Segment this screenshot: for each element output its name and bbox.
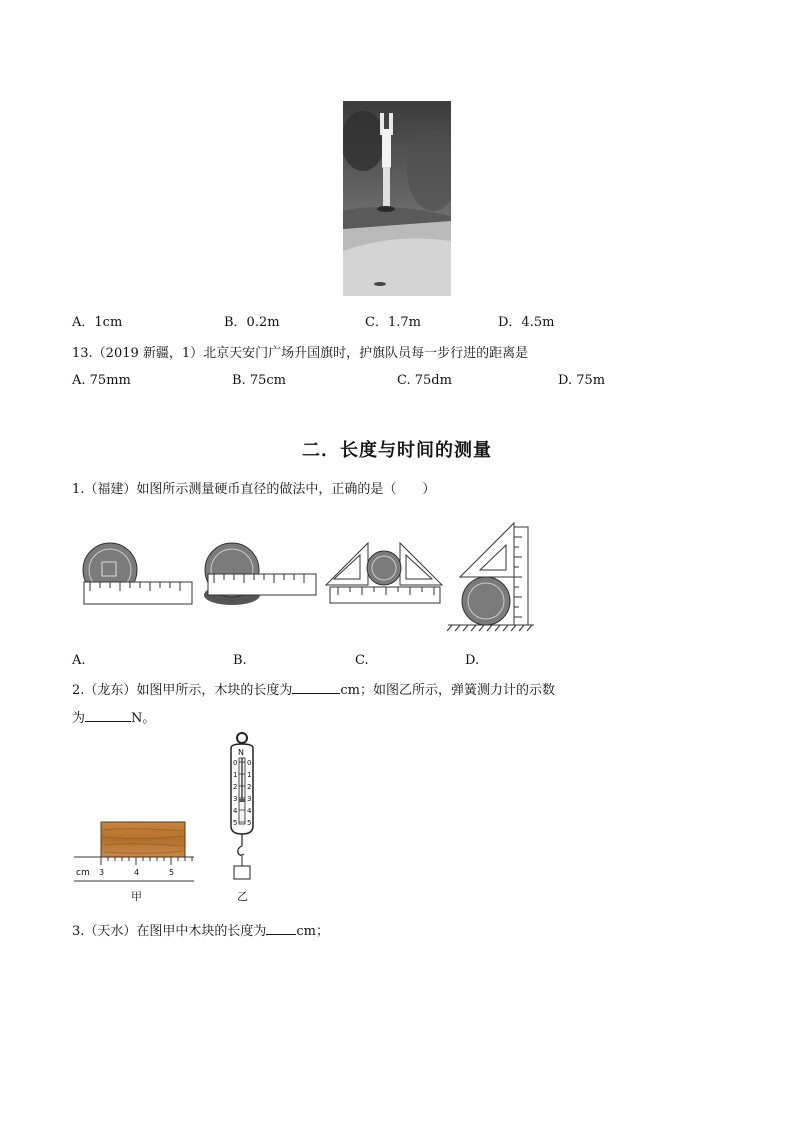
q12-option-b: B．0.2m (224, 315, 280, 330)
coin-measurement-figure (72, 515, 542, 640)
q12-option-d: D．4.5m (498, 315, 555, 330)
scale-right-label: 5 (247, 819, 252, 827)
q1-option-c: C. (355, 653, 369, 668)
scale-left-label: 1 (233, 771, 238, 779)
q13-option-d: D. 75m (558, 373, 606, 388)
ruler-tick-label: 5 (169, 868, 175, 877)
q12-option-a: A．1cm (72, 315, 123, 330)
scale-left-label: 2 (233, 783, 238, 791)
coin-figure-d (447, 523, 534, 631)
q13-stem: 13.（2019 新疆，1）北京天安门广场升国旗时，护旗队员每一步行进的距离是 (72, 346, 529, 361)
scale-left-label: 3 (233, 795, 238, 803)
q2-stem-line1 (72, 679, 555, 698)
scale-unit-label: N (238, 748, 244, 757)
scale-right-label: 4 (247, 807, 252, 815)
figure-label-jia: 甲 (131, 890, 142, 903)
scale-right-label: 1 (247, 771, 252, 779)
q1-stem: 1.（福建）如图所示测量硬币直径的做法中，正确的是（ ） (72, 482, 436, 497)
q13-option-c: C. 75dm (397, 373, 452, 388)
scale-right-label: 2 (247, 783, 252, 791)
q1-option-d: D. (465, 653, 480, 668)
coin-figure-a (83, 543, 192, 604)
q13-option-a: A. 75mm (72, 373, 131, 388)
scale-left-label: 4 (233, 807, 238, 815)
figure-label-yi: 乙 (237, 890, 248, 903)
q2-stem-c: 为 (72, 711, 86, 726)
q2-stem-a: 2.（龙东）如图甲所示，木块的长度为 (72, 683, 293, 698)
scale-right-label: 0 (247, 759, 252, 767)
q2-stem-d: N。 (131, 711, 156, 726)
q1-option-a: A. (72, 653, 86, 668)
spring-scale-figure (224, 730, 260, 882)
ruler-tick-label: 4 (134, 868, 140, 877)
q3-stem (72, 920, 329, 939)
coin-figure-b (204, 543, 316, 605)
scale-left-label: 5 (233, 819, 238, 827)
q12-option-c: C．1.7m (365, 315, 421, 330)
coin-figure-c (326, 543, 442, 603)
q3-stem-b: cm； (296, 924, 330, 939)
ruler-tick-label: 3 (99, 868, 105, 877)
q3-length-blank[interactable] (266, 922, 296, 935)
q1-option-b: B. (233, 653, 247, 668)
q2-length-blank[interactable] (292, 681, 340, 694)
scale-left-label: 0 (233, 759, 238, 767)
q2-stem-b: cm；如图乙所示，弹簧测力计的示数 (340, 683, 556, 698)
q3-stem-a: 3.（天水）在图甲中木块的长度为 (72, 924, 267, 939)
flag-guard-photo (343, 101, 451, 296)
q2-force-blank[interactable] (85, 709, 131, 722)
q13-option-b: B. 75cm (232, 373, 286, 388)
section-title: 二．长度与时间的测量 (302, 440, 492, 461)
scale-right-label: 3 (247, 795, 252, 803)
q2-stem-line2 (72, 707, 155, 726)
ruler-unit-label: cm (76, 868, 90, 878)
